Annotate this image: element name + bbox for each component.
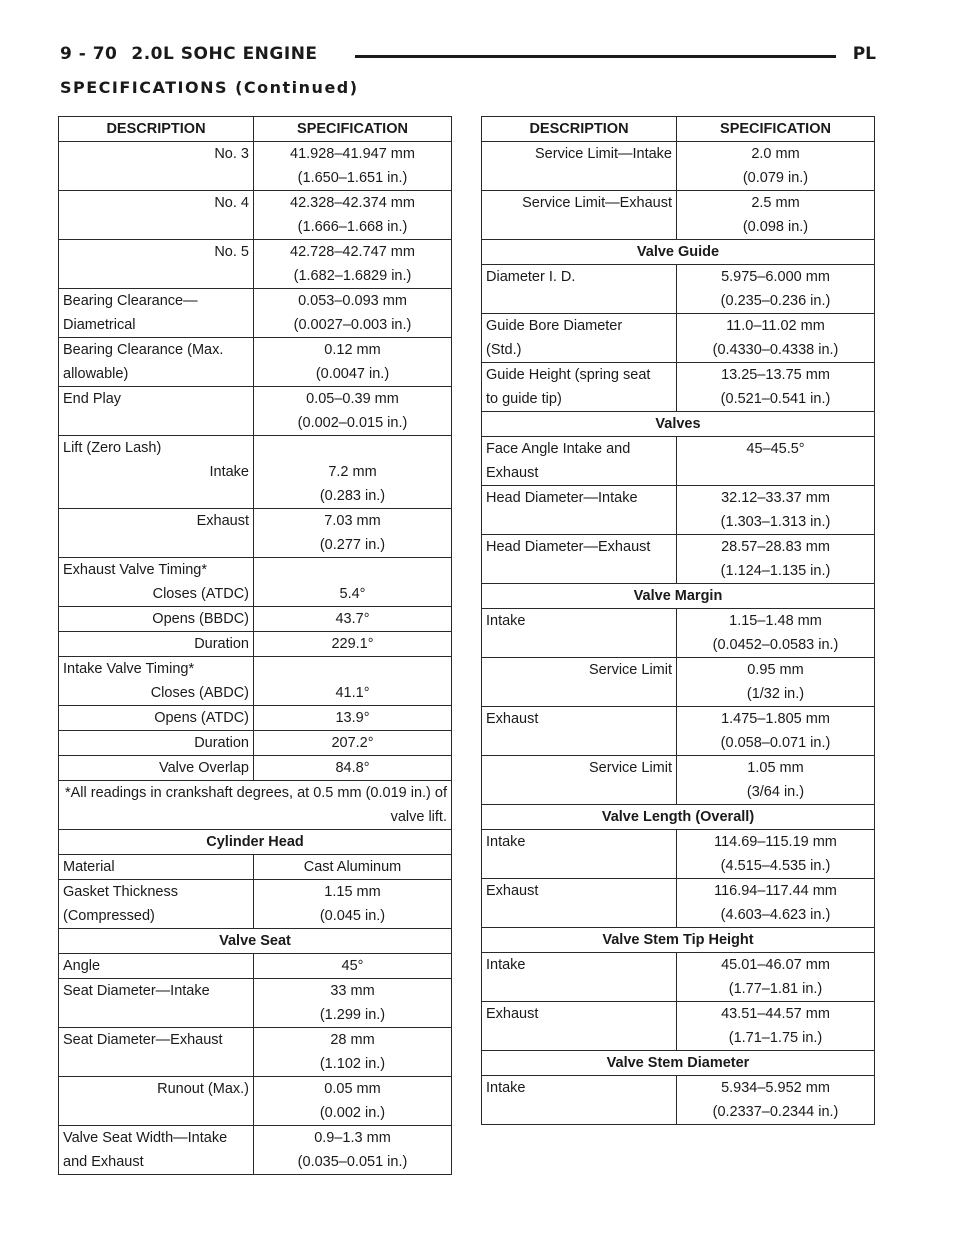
table-row	[482, 265, 875, 314]
description-cell	[59, 880, 254, 929]
description-line: Seat Diameter—Intake	[63, 983, 210, 999]
table-row	[59, 436, 452, 509]
table-header-row	[482, 117, 875, 142]
description-line: Intake	[486, 834, 526, 850]
specification-cell	[677, 437, 875, 486]
table-row	[482, 879, 875, 928]
description-line: Intake Valve Timing*	[63, 661, 195, 677]
section-title: SPECIFICATIONS (Continued)	[60, 78, 359, 97]
table-header-row	[59, 117, 452, 142]
description-line: No. 4	[214, 195, 249, 211]
specification-line: 7.2 mm	[328, 464, 377, 480]
specification-cell	[677, 1002, 875, 1051]
table-row	[59, 1077, 452, 1126]
description-cell	[59, 142, 254, 191]
page-header	[60, 44, 876, 70]
description-cell	[482, 658, 677, 707]
specification-line: (1.299 in.)	[319, 1007, 386, 1023]
description-cell	[59, 607, 254, 632]
specification-line: 2.0 mm	[751, 146, 800, 162]
specification-line: (0.002–0.015 in.)	[297, 415, 408, 431]
section-heading-row	[482, 240, 875, 265]
table-row	[59, 954, 452, 979]
specification-cell	[677, 486, 875, 535]
column-header-description: DESCRIPTION	[59, 117, 254, 142]
specification-line: (0.235–0.236 in.)	[720, 293, 831, 309]
specification-line: (0.277 in.)	[319, 537, 386, 553]
description-cell	[59, 1028, 254, 1077]
specification-line: 229.1°	[331, 636, 374, 652]
description-cell	[482, 879, 677, 928]
description-cell	[59, 1126, 254, 1175]
description-cell	[482, 314, 677, 363]
table-row	[482, 830, 875, 879]
specification-line: 0.9–1.3 mm	[314, 1130, 391, 1146]
specification-cell	[254, 855, 452, 880]
specification-cell	[677, 953, 875, 1002]
specification-line: 32.12–33.37 mm	[721, 490, 830, 506]
table-row	[59, 731, 452, 756]
table-row	[482, 707, 875, 756]
specification-cell	[254, 338, 452, 387]
specification-line: (1/32 in.)	[746, 686, 805, 702]
table-row	[59, 509, 452, 558]
specification-cell	[677, 535, 875, 584]
table-row	[482, 363, 875, 412]
specification-line: 0.05–0.39 mm	[306, 391, 399, 407]
description-cell	[482, 265, 677, 314]
specification-cell	[254, 191, 452, 240]
description-line: Duration	[194, 735, 249, 751]
description-line: to guide tip)	[486, 391, 562, 407]
column-header-specification: SPECIFICATION	[254, 117, 452, 142]
table-row	[482, 191, 875, 240]
specification-line: (0.079 in.)	[742, 170, 809, 186]
description-cell	[482, 953, 677, 1002]
description-cell	[59, 436, 254, 509]
description-line: Bearing Clearance—	[63, 293, 198, 309]
specification-line: (0.035–0.051 in.)	[297, 1154, 408, 1170]
specification-line: (0.283 in.)	[319, 488, 386, 504]
specification-cell	[677, 1076, 875, 1125]
spec-table-right	[481, 116, 875, 1125]
description-line: Service Limit	[589, 662, 672, 678]
specification-cell	[677, 756, 875, 805]
description-cell	[482, 830, 677, 879]
specification-cell	[254, 509, 452, 558]
description-line: Closes (ABDC)	[150, 685, 249, 701]
table-row	[482, 1002, 875, 1051]
description-line: Bearing Clearance (Max.	[63, 342, 224, 358]
table-row	[482, 1076, 875, 1125]
specification-line: 7.03 mm	[324, 513, 381, 529]
table-row	[482, 756, 875, 805]
description-line: Diameter I. D.	[486, 269, 576, 285]
table-row	[482, 609, 875, 658]
specification-cell	[677, 363, 875, 412]
specification-line: 28 mm	[330, 1032, 375, 1048]
specification-line: Cast Aluminum	[303, 859, 402, 875]
specification-line: (0.4330–0.4338 in.)	[712, 342, 839, 358]
specification-line: 13.9°	[335, 710, 370, 726]
section-heading-row	[482, 805, 875, 830]
specification-line: (4.515–4.535 in.)	[720, 858, 831, 874]
description-line: Intake	[486, 613, 526, 629]
specification-line: (0.002 in.)	[319, 1105, 386, 1121]
description-line: Diametrical	[63, 317, 136, 333]
specification-line: 28.57–28.83 mm	[721, 539, 830, 555]
table-row	[59, 706, 452, 731]
description-line: Duration	[194, 636, 249, 652]
table-row	[59, 756, 452, 781]
description-line: Seat Diameter—Exhaust	[63, 1032, 223, 1048]
specification-line: 2.5 mm	[751, 195, 800, 211]
description-line: Exhaust Valve Timing*	[63, 562, 207, 578]
description-cell	[59, 756, 254, 781]
table-row	[59, 657, 452, 706]
description-line: Face Angle Intake and	[486, 441, 631, 457]
specification-cell	[677, 191, 875, 240]
specification-line: 45–45.5°	[746, 441, 805, 457]
description-cell	[59, 191, 254, 240]
specification-cell	[254, 632, 452, 657]
specification-line: 5.4°	[339, 586, 366, 602]
section-heading-row	[482, 928, 875, 953]
description-line: Service Limit—Intake	[535, 146, 672, 162]
table-row	[59, 191, 452, 240]
specification-line: (1.71–1.75 in.)	[728, 1030, 823, 1046]
description-cell	[59, 954, 254, 979]
specification-cell	[254, 387, 452, 436]
specification-cell	[254, 142, 452, 191]
specification-line: 1.05 mm	[747, 760, 804, 776]
specification-line: 45°	[341, 958, 364, 974]
description-cell	[482, 486, 677, 535]
specification-line: 42.728–42.747 mm	[290, 244, 415, 260]
table-row	[482, 953, 875, 1002]
description-line: Runout (Max.)	[157, 1081, 249, 1097]
specification-cell	[254, 731, 452, 756]
specification-line: 0.053–0.093 mm	[298, 293, 407, 309]
specification-cell	[254, 954, 452, 979]
chapter-title: 2.0L SOHC ENGINE	[131, 44, 318, 64]
description-cell	[482, 756, 677, 805]
description-cell	[59, 1077, 254, 1126]
table-row	[59, 979, 452, 1028]
description-cell	[482, 535, 677, 584]
description-line: Intake	[486, 957, 526, 973]
specification-line: 41.928–41.947 mm	[290, 146, 415, 162]
specification-cell	[254, 880, 452, 929]
specification-cell	[254, 1126, 452, 1175]
description-line: No. 3	[214, 146, 249, 162]
description-cell	[59, 657, 254, 706]
description-cell	[482, 1076, 677, 1125]
description-cell	[59, 387, 254, 436]
specification-cell	[677, 314, 875, 363]
specification-line: 0.95 mm	[747, 662, 804, 678]
specification-line: (0.521–0.541 in.)	[720, 391, 831, 407]
description-line: and Exhaust	[63, 1154, 144, 1170]
column-header-specification: SPECIFICATION	[677, 117, 875, 142]
specification-line: 1.15–1.48 mm	[729, 613, 822, 629]
specification-cell	[677, 142, 875, 191]
specification-line: (1.650–1.651 in.)	[297, 170, 408, 186]
description-line: Head Diameter—Intake	[486, 490, 638, 506]
specification-line: 33 mm	[330, 983, 375, 999]
specification-cell	[677, 879, 875, 928]
table-row	[59, 142, 452, 191]
description-cell	[59, 338, 254, 387]
description-line: Guide Bore Diameter	[486, 318, 623, 334]
specification-line	[258, 558, 447, 582]
specification-line: 13.25–13.75 mm	[721, 367, 830, 383]
description-line: Gasket Thickness	[63, 884, 178, 900]
specification-line: 41.1°	[335, 685, 370, 701]
description-line: End Play	[63, 391, 122, 407]
specification-cell	[254, 706, 452, 731]
specification-line: (0.0452–0.0583 in.)	[712, 637, 839, 653]
description-line: allowable)	[63, 366, 129, 382]
section-heading: Valve Stem Tip Height	[482, 928, 875, 953]
specification-line: 43.51–44.57 mm	[721, 1006, 830, 1022]
table-row	[59, 338, 452, 387]
description-line: Closes (ATDC)	[152, 586, 249, 602]
specification-cell	[254, 657, 452, 706]
specification-cell	[254, 1077, 452, 1126]
column-header-description: DESCRIPTION	[482, 117, 677, 142]
section-heading: Valve Seat	[59, 929, 452, 954]
description-line: No. 5	[214, 244, 249, 260]
specification-line: (0.098 in.)	[742, 219, 809, 235]
description-cell	[59, 509, 254, 558]
specification-cell	[254, 756, 452, 781]
footnote-row	[59, 781, 452, 830]
section-heading: Valve Stem Diameter	[482, 1051, 875, 1076]
description-cell	[482, 191, 677, 240]
header-rule	[355, 55, 836, 58]
table-row	[482, 142, 875, 191]
specification-line: 11.0–11.02 mm	[726, 318, 825, 334]
specification-line: 0.05 mm	[324, 1081, 381, 1097]
table-row	[482, 437, 875, 486]
description-cell	[59, 731, 254, 756]
specification-line: (1.682–1.6829 in.)	[293, 268, 412, 284]
table-row	[482, 314, 875, 363]
description-line: Valve Overlap	[159, 760, 249, 776]
specification-line: 42.328–42.374 mm	[290, 195, 415, 211]
specification-line: 5.934–5.952 mm	[721, 1080, 830, 1096]
description-line: Opens (BBDC)	[152, 611, 249, 627]
table-row	[59, 289, 452, 338]
specification-line: 45.01–46.07 mm	[721, 957, 830, 973]
footnote: *All readings in crankshaft degrees, at 0.5 mm (0.019 in.) of valve lift.	[59, 781, 452, 830]
section-heading: Valves	[482, 412, 875, 437]
specification-line: (0.0047 in.)	[315, 366, 390, 382]
table-row	[59, 558, 452, 607]
section-heading: Valve Guide	[482, 240, 875, 265]
spec-table-left	[58, 116, 452, 1175]
specification-line: 1.475–1.805 mm	[721, 711, 830, 727]
description-cell	[59, 632, 254, 657]
specification-line: (3/64 in.)	[746, 784, 805, 800]
table-row	[59, 607, 452, 632]
section-heading-row	[59, 830, 452, 855]
specification-line: 1.15 mm	[324, 884, 381, 900]
specification-line: (1.124–1.135 in.)	[720, 563, 831, 579]
description-cell	[482, 1002, 677, 1051]
description-cell	[482, 363, 677, 412]
description-cell	[482, 437, 677, 486]
page-number: 9 - 70	[60, 44, 118, 64]
specification-line: (1.666–1.668 in.)	[297, 219, 408, 235]
description-cell	[59, 979, 254, 1028]
specification-cell	[677, 265, 875, 314]
specification-line	[258, 657, 447, 681]
specification-line: (1.303–1.313 in.)	[720, 514, 831, 530]
description-line: Head Diameter—Exhaust	[486, 539, 651, 555]
table-row	[59, 387, 452, 436]
specification-line: 114.69–115.19 mm	[714, 834, 837, 850]
specification-cell	[254, 607, 452, 632]
description-line: Exhaust	[486, 465, 539, 481]
section-heading-row	[482, 1051, 875, 1076]
specification-line: 43.7°	[335, 611, 370, 627]
specification-cell	[254, 436, 452, 509]
specification-line	[258, 436, 447, 460]
model-code: PL	[852, 44, 876, 64]
table-row	[482, 535, 875, 584]
description-line: Opens (ATDC)	[154, 710, 249, 726]
description-cell	[482, 707, 677, 756]
description-line: Exhaust	[486, 883, 539, 899]
table-row	[59, 855, 452, 880]
specification-line: (0.2337–0.2344 in.)	[712, 1104, 839, 1120]
description-line: Intake	[209, 464, 249, 480]
specification-cell	[677, 707, 875, 756]
specification-cell	[677, 609, 875, 658]
description-line: (Compressed)	[63, 908, 155, 924]
specification-line: (1.77–1.81 in.)	[728, 981, 823, 997]
specification-line: 5.975–6.000 mm	[721, 269, 830, 285]
description-cell	[482, 142, 677, 191]
description-line: Intake	[486, 1080, 526, 1096]
description-line: Exhaust	[486, 1006, 539, 1022]
section-heading: Valve Margin	[482, 584, 875, 609]
description-line: Angle	[63, 958, 101, 974]
table-row	[59, 1126, 452, 1175]
description-cell	[59, 558, 254, 607]
specification-line: 116.94–117.44 mm	[714, 883, 837, 899]
description-line: Material	[63, 859, 115, 875]
specification-cell	[254, 240, 452, 289]
section-heading-row	[482, 584, 875, 609]
description-line: (Std.)	[486, 342, 522, 358]
table-row	[59, 240, 452, 289]
specification-cell	[254, 289, 452, 338]
specification-line: 207.2°	[331, 735, 374, 751]
specification-cell	[254, 1028, 452, 1077]
section-heading: Cylinder Head	[59, 830, 452, 855]
table-row	[482, 658, 875, 707]
section-heading: Valve Length (Overall)	[482, 805, 875, 830]
section-heading-row	[59, 929, 452, 954]
table-row	[59, 632, 452, 657]
specification-line: (0.058–0.071 in.)	[720, 735, 831, 751]
description-cell	[59, 706, 254, 731]
description-line: Exhaust	[486, 711, 539, 727]
specification-line: (0.0027–0.003 in.)	[293, 317, 412, 333]
table-row	[59, 1028, 452, 1077]
specification-cell	[677, 830, 875, 879]
description-line: Service Limit—Exhaust	[522, 195, 672, 211]
description-line: Exhaust	[196, 513, 249, 529]
description-line: Lift (Zero Lash)	[63, 440, 162, 456]
description-line: Guide Height (spring seat	[486, 367, 651, 383]
specification-line: 84.8°	[335, 760, 370, 776]
section-heading-row	[482, 412, 875, 437]
specification-cell	[254, 979, 452, 1028]
header-left	[60, 44, 318, 64]
description-cell	[59, 240, 254, 289]
specification-line: (0.045 in.)	[319, 908, 386, 924]
description-line: Valve Seat Width—Intake	[63, 1130, 228, 1146]
table-row	[59, 880, 452, 929]
description-cell	[59, 289, 254, 338]
specification-line: (1.102 in.)	[319, 1056, 386, 1072]
specification-line: 0.12 mm	[324, 342, 381, 358]
table-row	[482, 486, 875, 535]
description-cell	[59, 855, 254, 880]
specification-cell	[254, 558, 452, 607]
specification-line: (4.603–4.623 in.)	[720, 907, 831, 923]
description-line: Service Limit	[589, 760, 672, 776]
description-cell	[482, 609, 677, 658]
specification-cell	[677, 658, 875, 707]
